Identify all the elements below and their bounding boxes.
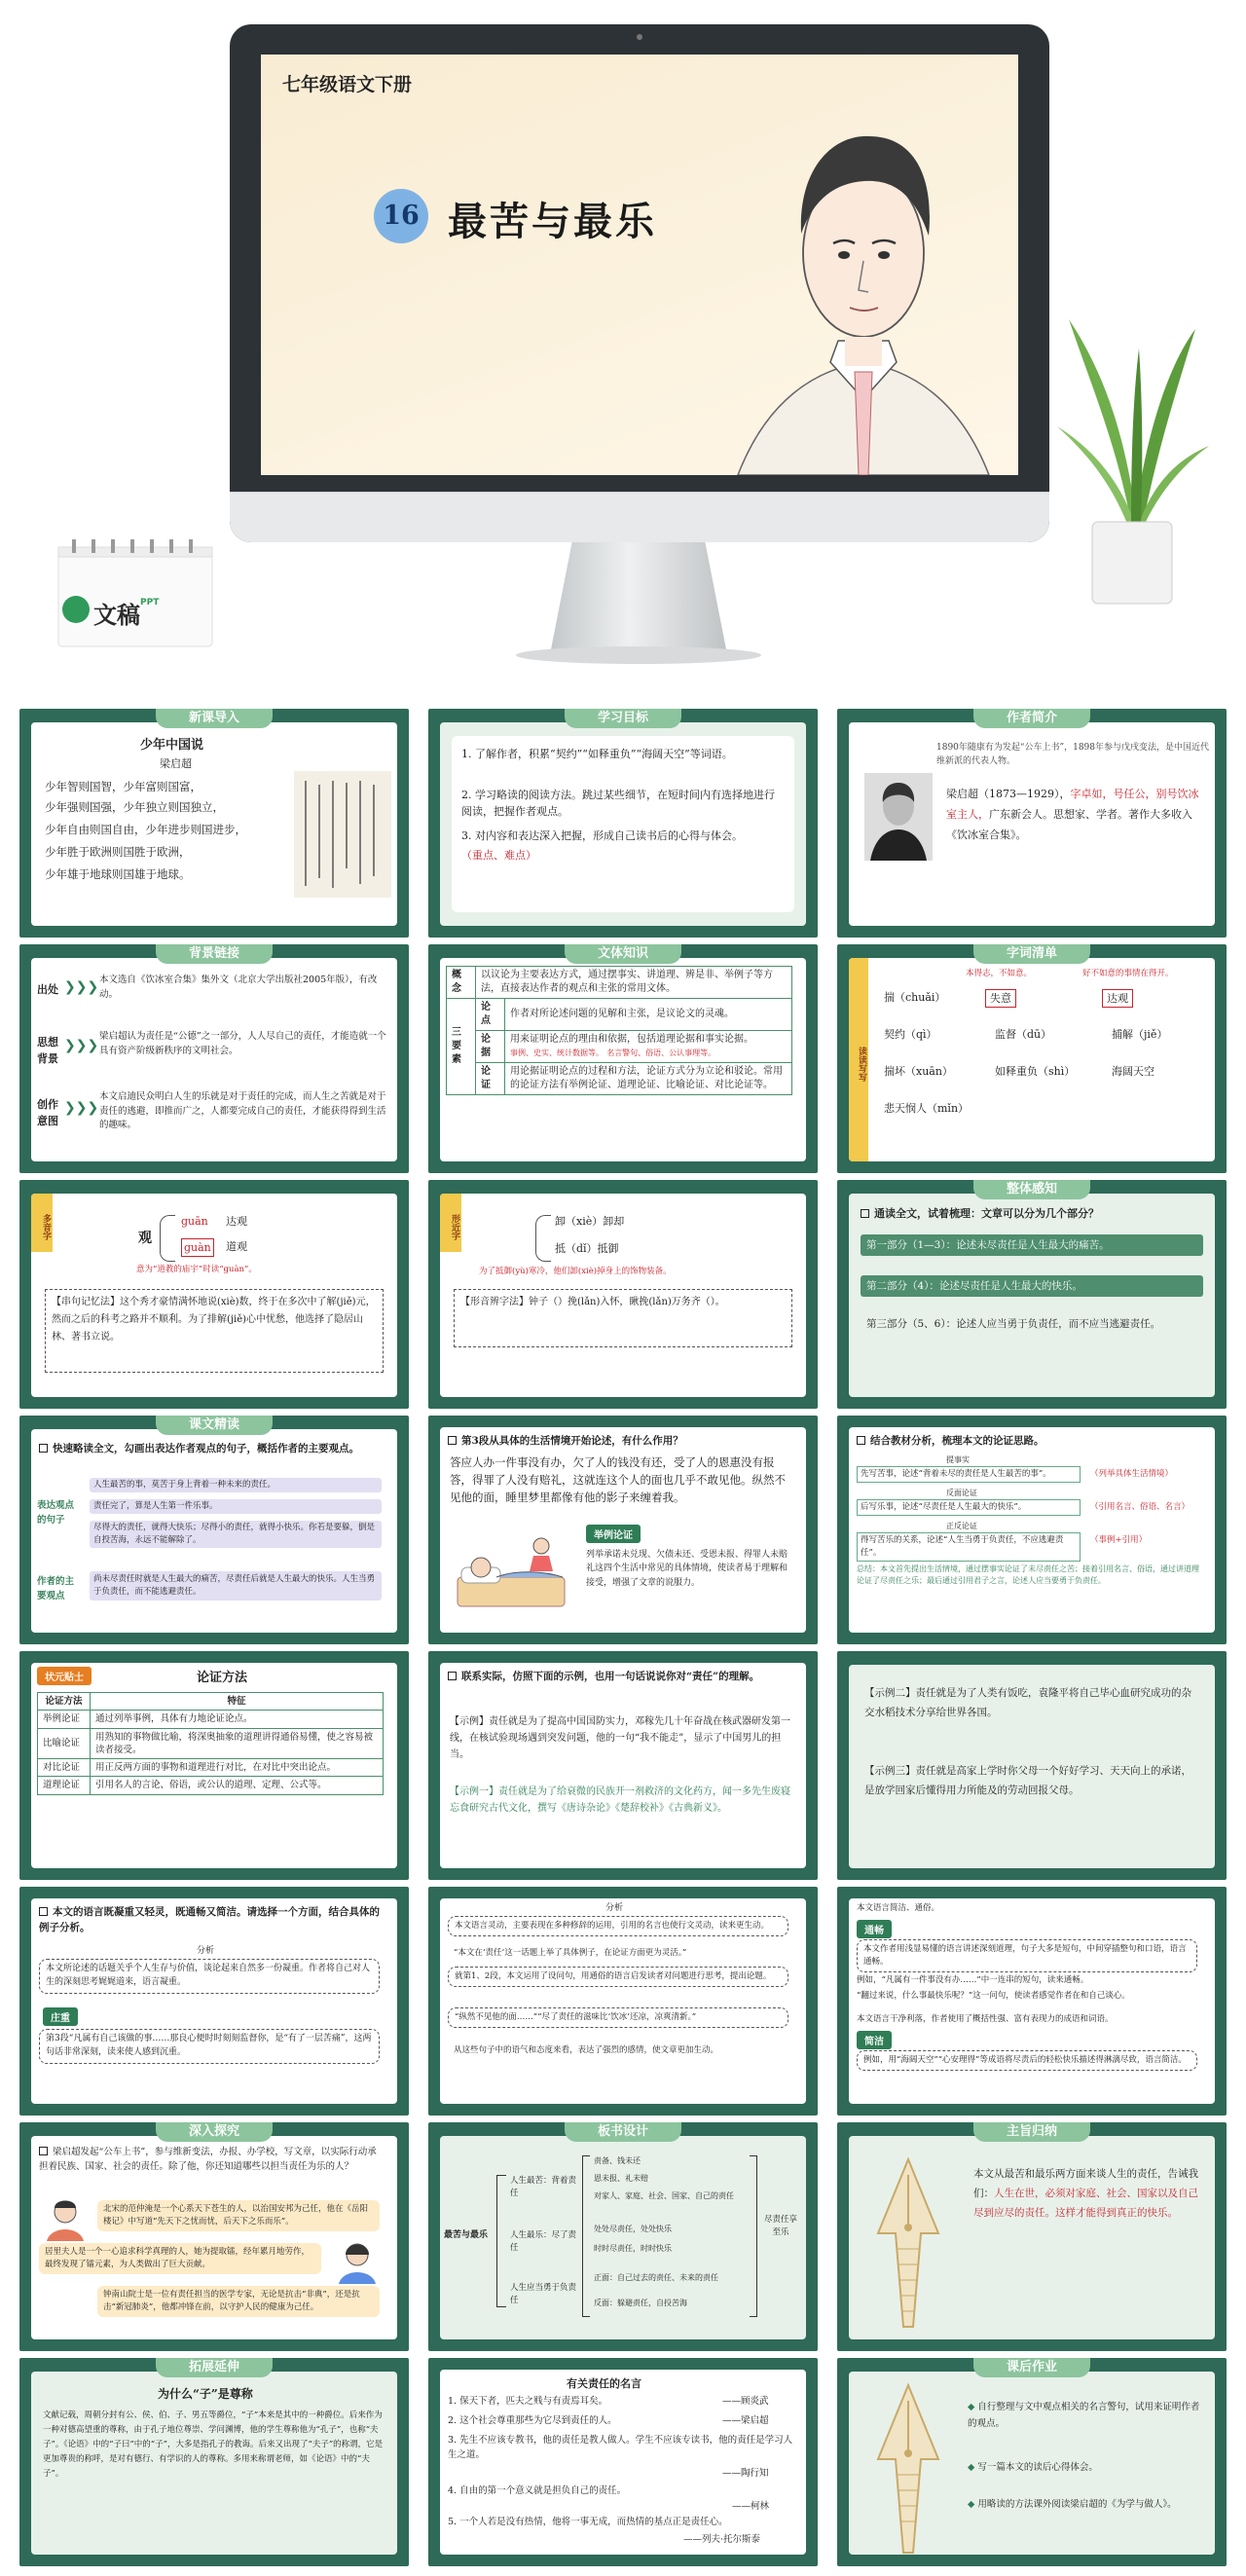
vocab-word: 揣（chuǎi） (884, 991, 946, 1004)
slide-overview (837, 1180, 1227, 1409)
lang-analysis: 就第1、2段，本文运用了设问句，用通俗的语言启发读者对问题进行思考，提出论题。 (448, 1967, 788, 1987)
reading-sentence: 人生最苦的事，莫苦于身上背着一种未来的责任。 (90, 1478, 382, 1492)
slide-tab: 主旨归纳 (973, 2122, 1090, 2142)
lang-badge: 庄重 (43, 2007, 78, 2026)
slide-vocabulary (837, 944, 1227, 1173)
board-conclusion: 尽责任享至乐 (763, 2215, 797, 2238)
para3-quote: 答应人办一件事没有办，欠了人的钱没有还，受了人的恩惠没有报答，得罪了人没有赔礼，这就连这个人的面也几乎不敢见他。纵然不见他的面，睡里梦里都像有他的影子来缠着我。 (450, 1455, 786, 1504)
vocab-box: 失意 (985, 989, 1016, 1008)
methods-title: 论证方法 (197, 1671, 248, 1685)
checkbox-icon (448, 1436, 457, 1445)
lang-analysis: 从这些句子中的语气和态度来看，表达了强烈的感情，使文章更加生动。 (454, 2045, 719, 2055)
methods-header: 论证方法 (38, 1693, 91, 1711)
flow-step: 得写苦乐的关系，论述“人生当勇于负责任，不应逃避责任”。 (857, 1532, 1081, 1562)
board-item: 对家人、家庭、社会、国家、自己的责任 (594, 2191, 734, 2200)
quote-author: ——陶行知 (722, 2468, 769, 2479)
flow-note: （事例+引用） (1090, 1535, 1148, 1545)
logo-icon (62, 596, 90, 623)
quote-text: 4. 自由的第一个意义就是担负自己的责任。 (448, 2485, 627, 2496)
polyphone-example: 【串句记忆法】这个秀才豪情满怀地说(xiè)数，终于在多次中了解(jiě)元，然而之后的科考之路并不顺利。为了排解(jiě)心中忧愁，他选择了隐居山林、著书立说。 (45, 1289, 384, 1373)
overview-part-1: 第一部分（1—3）：论述未尽责任是人生最大的痛苦。 (866, 1239, 1110, 1251)
extension-title: 为什么“子”是尊称 (158, 2387, 253, 2401)
vocab-box: 达观 (1102, 989, 1133, 1008)
lang-badge: 简洁 (857, 2031, 892, 2049)
monitor-stand (551, 542, 726, 649)
flow-tag: 正反论证 (946, 1522, 977, 1530)
slide-para3 (428, 1416, 818, 1644)
student-icon (41, 2196, 90, 2241)
theme-text (973, 2165, 1203, 2224)
lang-analysis: 本文作者用浅显易懂的语言讲述深刻道理，句子大多是短句，中间穿插整句和口语，语言通畅。 (857, 1939, 1197, 1972)
vocab-note: 本得志，不如意。 (966, 969, 1033, 978)
board-item: 处处尽责任，处处快乐 (594, 2225, 672, 2233)
homework-text: 自行整理与文中观点相关的名言警句，试用来证明作者的观点。 (968, 2402, 1200, 2430)
potted-plant (1049, 310, 1213, 611)
bg-label-source: 出处 (37, 983, 58, 996)
similar-sidebar: 形近字 (440, 1194, 461, 1252)
author-names-red: 字卓如，号任公，别号饮冰室主人， (946, 788, 1199, 821)
board-brace (750, 2155, 757, 2317)
checkbox-icon (861, 1209, 869, 1218)
monitor-chin (230, 492, 1049, 542)
logo-text: 文稿 (93, 602, 140, 629)
sleeping-illustration (448, 1528, 574, 1616)
board-item: 恩未报、礼未赔 (594, 2174, 648, 2183)
methods-header: 特征 (91, 1693, 384, 1711)
genre-note: 名言警句、俗语、公认事理等。 (606, 1049, 716, 1057)
slide-quotes (428, 2358, 818, 2566)
homework-text: 写一篇本文的读后心得体会。 (977, 2462, 1098, 2473)
camera-dot (637, 34, 642, 40)
goals-card (452, 736, 794, 912)
resp-example-text: 责任就是为了提高中国国防实力，邓稼先几十年奋战在核武器研发第一线，在核试验现场遇到突发问题，他的一句“我不能走”，显示了中国男儿的担当。 (450, 1716, 790, 1760)
polyphone-sidebar: 多音字 (31, 1194, 53, 1252)
extension-body: 文献记载，周朝分封有公、侯、伯、子、男五等爵位，“子”本来是其中的一种爵位。后来作为一种对德高望重的尊称，由于孔子地位尊崇、学问渊博，他的学生尊称他为“孔子”，也称“夫子”。《论语》中的“子曰”中的“子”，大多是指孔子的教诲。后来又出现了“夫子”的称谓，它是更加尊贵的称呼，是对有德行、有学识的人的尊称。多用来称谓老师，如《论语》中的“夫子”。 (43, 2410, 384, 2479)
poem-title: 少年中国说 (140, 738, 204, 753)
slide-language (19, 1887, 409, 2116)
similar-line: 抵（dǐ）抵御 (555, 1242, 619, 1255)
resp-example (864, 1762, 1195, 1801)
resp-example (450, 1784, 792, 1817)
inquiry-question-text: 梁启超发起“公车上书”，参与维新变法，办报、办学校，写文章，以实际行动承担着民族、国家、社会的责任。除了他，你还知道哪些以担当责任为乐的人？ (39, 2147, 377, 2172)
poem-line: 少年强则国强，少年独立则国独立， (45, 800, 224, 814)
genre-key: 概念 (447, 967, 476, 999)
vocab-note: 好不如意的事情在得开。 (1082, 969, 1174, 978)
quote-text: 3. 先生不应该专教书，他的责任是教人做人。学生不应该专读书，他的责任是学习人生之道。 (448, 2435, 793, 2460)
flow-tag: 提事实 (946, 1455, 970, 1464)
homework-item: ◆ 自行整理与文中观点相关的名言警句，试用来证明作者的观点。 (968, 2402, 1200, 2430)
checkbox-icon (39, 2147, 48, 2155)
board-brace (582, 2155, 590, 2317)
goal-3-note: （重点、难点） (461, 849, 536, 862)
board-brace (496, 2175, 506, 2307)
para3-question-text: 第3段从具体的生活情境开始论述，有什么作用？ (461, 1435, 683, 1447)
quote-text: 1. 保天下者，匹夫之贱与有责焉耳矣。 (448, 2396, 608, 2407)
reading-label: 表达观点的句子 (37, 1500, 75, 1526)
lang-question (39, 1904, 380, 1936)
lang-analysis: “本文在‘责任’这一话题上举了具体例子，在论证方面更为灵活。” (454, 1948, 687, 1958)
method-feature: 用正反两方面的事物和道理进行对比，在对比中突出论点。 (91, 1759, 384, 1777)
para3-answer: 列举承诺未兑现、欠债未还、受恩未报、得罪人未赔礼这四个生活中常见的具体情境，使读者易于理解和接受，增强了文章的说服力。 (586, 1550, 788, 1588)
resp-example-label: 【示例三】 (864, 1765, 916, 1777)
calendar-prop (53, 534, 218, 648)
poem-line: 少年自由则国自由，少年进步则国进步， (45, 823, 246, 836)
slide-tab: 作者简介 (973, 709, 1090, 728)
monitor-base (516, 646, 761, 664)
slide-tab: 背景链接 (156, 944, 273, 964)
slide-tab: 深入探究 (156, 2122, 273, 2142)
flow-note: （列举具体生活情境） (1090, 1469, 1174, 1479)
slide-argument-flow (837, 1416, 1227, 1644)
polyphone-word: 达观 (226, 1215, 247, 1228)
lang-analysis: 本文语言灵动，主要表现在多种修辞的运用，引用的名言也使行文灵动，读来更生动。 (448, 1916, 788, 1936)
slide-extension (19, 2358, 409, 2566)
overview-part-3: 第三部分（5、6）：论述人应当勇于负责任，而不应当逃避责任。 (866, 1318, 1161, 1330)
slide-tab: 课后作业 (973, 2358, 1090, 2377)
vocab-word: 监督（dū） (995, 1028, 1052, 1041)
vocab-word: 悲天悯人（mǐn） (884, 1102, 970, 1115)
vocab-word: 揣坏（xuān） (884, 1065, 953, 1078)
quote-text: 2. 这个社会尊重那些为它尽到责任的人。 (448, 2415, 617, 2426)
vocab-word: 契约（qì） (884, 1028, 937, 1041)
lang-analysis: 第3段“凡属有自己该做的事……那良心便时时刻刻监督你，是“有了一层苦痛”，这两句话非常深刻，读来使人感到沉重。 (39, 2029, 380, 2064)
slide-language-2 (428, 1887, 818, 2116)
resp-example-text: 责任就是高家上学时你父母一个好好学习、天天向上的承诺，是放学回家后懂得用力所能及的劳动回报父母。 (864, 1765, 1191, 1796)
slide-polyphone (19, 1180, 409, 1409)
pinyin: guàn (181, 1238, 214, 1257)
lang-tag: 分析 (197, 1946, 215, 1956)
board-root: 最苦与最乐 (444, 2230, 489, 2240)
checkbox-icon (39, 1444, 48, 1453)
lang-analysis: 例如，“凡属有一件事没有办……”中一连串的短句，读来通畅。 (857, 1975, 1089, 1985)
slide-tab: 拓展延伸 (156, 2358, 273, 2377)
reading-label: 作者的主要观点 (37, 1576, 75, 1601)
logo-sub: PPT (140, 598, 160, 607)
slide-tab: 文体知识 (565, 944, 681, 964)
vocab-sidebar: 读读写写 (849, 958, 868, 1161)
resp-example (450, 1713, 792, 1763)
flow-question-text: 结合教材分析，梳理本文的论证思路。 (870, 1435, 1044, 1447)
checkbox-icon (857, 1436, 865, 1445)
slide-tab: 字词清单 (973, 944, 1090, 964)
lang-analysis: 本文所论述的话题关乎个人生存与价值，谈论起来自然多一份凝重。作者将自己对人生的深刻思考娓娓道来，语言凝重。 (39, 1959, 380, 1994)
genre-subkey: 论据 (476, 1031, 505, 1063)
author-photo (864, 773, 933, 861)
polyphone-note: 意为“道教的庙宇”时读“guàn”。 (136, 1265, 257, 1274)
goal-3: 3. 对内容和表达深入把握，形成自己读书后的心得与体会。 (461, 829, 743, 842)
poem-line: 少年智则国智，少年富则国富， (45, 780, 202, 793)
slide-similar-chars (428, 1180, 818, 1409)
vocab-word: 如释重负（shì） (995, 1065, 1076, 1078)
slide-tab: 学习目标 (565, 709, 681, 728)
homework-item: ◆ 用略读的方法课外阅读梁启超的《为学与做人》。 (968, 2499, 1177, 2510)
slide-methods (19, 1651, 409, 1880)
slide-tab: 整体感知 (973, 1180, 1090, 1199)
board-item: 责备、钱未还 (594, 2156, 641, 2165)
similar-example: 【形音辨字法】钟子（）挽(lǎn)入怀，瞅挽(lǎn)万务齐（）。 (454, 1289, 792, 1347)
reading-sentence: 尽得大的责任，就得大快乐；尽得小的责任，就得小快乐。你若是要躲，倒是自投苦海，永远不能解除了。 (90, 1521, 382, 1548)
board-item: 正面：自己过去的责任、未来的责任 (594, 2273, 718, 2282)
slide-tab: 课文精读 (156, 1416, 273, 1435)
method-name: 举例论证 (38, 1711, 91, 1728)
author-portrait (709, 107, 1018, 475)
lang-analysis: 例如，用“海阔天空”“心安理得”等成语将尽责后的轻松快乐描述得淋漓尽致，语言简洁。 (857, 2050, 1197, 2071)
genre-value: 作者对所论述问题的见解和主张，是议论文的灵魂。 (505, 999, 792, 1031)
genre-value: 以议论为主要表达方式，通过摆事实、讲道理、辨是非、举例子等方法，直接表达作者的观点和主张的常用文体。 (476, 967, 792, 999)
chevron-icon: ❯❯❯ (64, 1100, 99, 1116)
homework-item: ◆ 写一篇本文的读后心得体会。 (968, 2462, 1098, 2473)
overview-question-text: 通读全文，试着梳理：文章可以分为几个部分？ (874, 1207, 1099, 1220)
vocab-word: 海阔天空 (1112, 1065, 1154, 1078)
resp-example-label: 【示例一】 (450, 1786, 498, 1797)
author-caption: 1890年随康有为发起“公车上书”，1898年参与戊戌变法，是中国近代维新派的代表人物。 (936, 743, 1209, 766)
lang-analysis: “翻过来说，什么事最快乐呢？”这一问句，使读者感觉作者在和自己谈心。 (857, 1991, 1130, 2001)
homework-text: 用略读的方法课外阅读梁启超的《为学与做人》。 (977, 2499, 1177, 2510)
quotes-title: 有关责任的名言 (567, 2377, 641, 2390)
method-feature: 通过列举事例，具体有力地论证论点。 (91, 1711, 384, 1728)
calligraphy-image (294, 771, 391, 898)
methods-table (37, 1692, 384, 1795)
title-slide (0, 0, 1246, 697)
resp-question-text: 联系实际，仿照下面的示例，也用一句话说说你对“责任”的理解。 (461, 1671, 760, 1682)
flow-question (857, 1433, 1197, 1449)
slide-homework (837, 2358, 1227, 2566)
polyphone-char: 观 (138, 1231, 152, 1246)
inquiry-card: 钟南山院士是一位有责任担当的医学专家，无论是抗击“非典”，还是抗击“新冠肺炎”，他都冲锋在前，以守护人民的健康为己任。 (97, 2286, 380, 2317)
checkbox-icon (448, 1672, 457, 1680)
board-item: 时时尽责任，时时快乐 (594, 2244, 672, 2253)
inquiry-question (39, 2146, 382, 2174)
reading-question (39, 1441, 380, 1456)
quote-text: 5. 一个人若是没有热情，他将一事无成，而热情的基点正是责任心。 (448, 2517, 728, 2527)
slide-grid (0, 697, 1246, 2576)
bg-text-thought: 梁启超认为责任是“公德”之一部分，人人尽自己的责任，才能造就一个具有资产阶级新秩序的文明社会。 (99, 1031, 386, 1056)
slide-learning-goals (428, 709, 818, 938)
board-branch: 人生最乐：尽了责任 (510, 2230, 577, 2254)
brace-icon (535, 1215, 551, 1262)
slide-theme (837, 2122, 1227, 2351)
slide-responsibility (428, 1651, 818, 1880)
lesson-number-badge: 16 (374, 189, 428, 243)
slide-tab: 板书设计 (565, 2122, 681, 2142)
board-branch: 人生应当勇于负责任 (510, 2283, 577, 2306)
bg-label-intent: 创作意图 (37, 1098, 58, 1128)
genre-table (446, 966, 792, 1095)
quote-author: ——柯林 (732, 2501, 770, 2512)
goal-2: 2. 学习略读的阅读方法。跳过某些细节，在短时间内有选择地进行阅读，把握作者观点。 (461, 789, 775, 819)
overview-question (861, 1205, 1201, 1222)
genre-value: 用论据证明论点的过程和方法，论证方式分为立论和驳论。常用的论证方法有举例论证、道理论证、比喻论证、对比论证等。 (505, 1063, 792, 1095)
chevron-icon: ❯❯❯ (64, 1038, 99, 1053)
method-name: 对比论证 (38, 1759, 91, 1777)
lang-question-text: 本文的语言既凝重又轻灵，既通畅又简洁。请选择一个方面，结合具体的例子分析。 (39, 1906, 380, 1934)
poem-line: 少年雄于地球则国雄于地球。 (45, 867, 191, 881)
slide-tab: 新课导入 (156, 709, 273, 728)
fountain-pen-icon (855, 2155, 962, 2331)
resp-example-text: 责任就是为了给衰微的民族开一剂救济的文化药方，闻一多先生废寝忘食研究古代文化，撰写《唐诗杂论》《楚辞校补》《古典新义》。 (450, 1786, 790, 1814)
method-feature: 用熟知的事物做比喻，将深奥抽象的道理讲得通俗易懂，使之容易被读者接受。 (91, 1728, 384, 1759)
slide-background (19, 944, 409, 1173)
reading-sentence: 责任完了，算是人生第一件乐事。 (90, 1499, 382, 1514)
checkbox-icon (39, 1907, 48, 1916)
pinyin: guān (181, 1215, 208, 1228)
author-name: 梁启超（1873—1929）， (946, 788, 1071, 800)
board-item: 反面：躲避责任，自投苦海 (594, 2299, 687, 2307)
genre-subkey: 论点 (476, 999, 505, 1031)
resp-question (448, 1669, 788, 1684)
slide-language-3 (837, 1887, 1227, 2116)
polyphone-word: 道观 (226, 1240, 247, 1253)
flow-step: 先写苦事，论述“背着未尽的责任是人生最苦的事”。 (857, 1466, 1081, 1483)
poem-author: 梁启超 (160, 757, 192, 770)
slide-new-lesson (19, 709, 409, 938)
reading-view: 尚未尽责任时就是人生最大的痛苦，尽责任后就是人生最大的快乐。人生当勇于负责任，而不能逃避责任。 (90, 1571, 382, 1601)
flow-note: （引用名言、俗语、名言） (1090, 1502, 1191, 1512)
grade-label: 七年级语文下册 (282, 74, 413, 95)
bg-text-source: 本文选自《饮冰室合集》集外文（北京大学出版社2005年版），有改动。 (99, 975, 378, 1000)
fountain-pen-icon (855, 2381, 962, 2555)
method-name: 道理论证 (38, 1777, 91, 1794)
flow-tag: 反面论证 (946, 1489, 977, 1497)
author-bio (946, 785, 1209, 846)
slide-genre (428, 944, 818, 1173)
theme-conclusion: 人生在世，必须对家庭、社会、国家以及自己尽到应尽的责任。这样才能得到真正的快乐。 (973, 2187, 1198, 2219)
slide-board-design (428, 2122, 818, 2351)
genre-value: 用来证明论点的理由和依据，包括道理论据和事实论据。 (510, 1034, 753, 1045)
reading-question-text: 快速略读全文，勾画出表达作者观点的句子，概括作者的主要观点。 (53, 1443, 359, 1454)
flow-step: 后写乐事，论述“尽责任是人生最大的快乐”。 (857, 1499, 1081, 1516)
slide-close-reading (19, 1416, 409, 1644)
inquiry-card: 北宋的范仲淹是一个心系天下苍生的人，以治国安邦为己任，他在《岳阳楼记》中写道“先天下之忧而忧，后天下之乐而乐”。 (97, 2200, 380, 2231)
genre-key: 三要素 (447, 999, 476, 1095)
resp-example-label: 【示例】 (450, 1716, 489, 1727)
poem-line: 少年胜于欧洲则国胜于欧洲， (45, 845, 191, 859)
lang-analysis: 本文语言简洁、通俗。 (857, 1903, 940, 1913)
flow-summary: 总结：本文首先提出生活情境，通过摆事实论证了未尽责任之苦；接着引用名言、俗语，通过讲道理论证了尽责任之乐；最后通过引用君子之言，论述人应当要勇于负责任。 (857, 1564, 1199, 1585)
lang-badge: 通畅 (857, 1920, 892, 1938)
board-branch: 人生最苦：背着责任 (510, 2176, 577, 2199)
lesson-title: 最苦与最乐 (448, 199, 657, 244)
slide-author (837, 709, 1227, 938)
chevron-icon: ❯❯❯ (64, 979, 99, 995)
bg-label-thought: 思想背景 (37, 1036, 58, 1066)
resp-example (864, 1684, 1195, 1723)
student-icon (333, 2239, 382, 2284)
theme-intro: 本文从最苦和最乐两方面来谈人生的责任，告诫我们： (973, 2168, 1198, 2199)
inquiry-card: 居里夫人是一个一心追求科学真理的人，她为提取镭，经年累月地劳作，最终发现了镭元素，为人类做出了巨大贡献。 (39, 2243, 321, 2274)
tips-badge: 状元贴士 (37, 1667, 92, 1685)
lang-analysis: “纵然不见他的面……”“尽了责任的滋味比‘饮冰’还凉，凉爽清新。” (448, 2007, 788, 2028)
genre-note: 事例、史实、统计数据等。 (510, 1049, 604, 1057)
quote-author: ——列夫·托尔斯泰 (683, 2534, 761, 2545)
bg-text-intent: 本文启迪民众明白人生的乐就是对于责任的完成，而人生之苦就是对于责任的逃避，即推而广之，人都要完成自己的责任，才能获得得到生活的趣味。 (99, 1091, 386, 1131)
genre-subkey: 论证 (476, 1063, 505, 1095)
author-origin: 广东新会人。思想家、学者。著作大多收入《饮冰室合集》。 (946, 807, 1192, 841)
slide-responsibility-2 (837, 1651, 1227, 1880)
quote-author: ——梁启超 (722, 2415, 769, 2426)
goal-1: 1. 了解作者，积累“契约”“如释重负”“海阔天空”等词语。 (461, 748, 733, 760)
similar-line: 卸（xiè）卸却 (555, 1215, 625, 1228)
resp-example-text: 责任就是为了人类有饭吃，袁隆平将自己毕心血研究成功的杂交水稻技术分享给世界各国。 (864, 1687, 1191, 1718)
quote-author: ——顾炎武 (722, 2396, 769, 2407)
slide-deep-inquiry (19, 2122, 409, 2351)
overview-part-2: 第二部分（4）：论述尽责任是人生最大的快乐。 (866, 1280, 1082, 1292)
brace-icon (160, 1215, 175, 1262)
method-name: 比喻论证 (38, 1728, 91, 1759)
method-feature: 引用名人的言论、俗语，或公认的道理、定理、公式等。 (91, 1777, 384, 1794)
lang-tag: 分析 (605, 1903, 624, 1913)
para3-question (448, 1433, 788, 1449)
similar-note: 为了抵御(yù)寒冷，他们卸(xiè)掉身上的饰物装备。 (479, 1267, 672, 1276)
para3-tag: 举例论证 (586, 1525, 641, 1543)
vocab-word: 捕解（jiě） (1112, 1028, 1168, 1041)
lang-analysis: 本文语言干净利落，作者使用了概括性强、富有表现力的成语和词语。 (857, 2014, 1114, 2024)
resp-example-label: 【示例二】 (864, 1687, 916, 1699)
